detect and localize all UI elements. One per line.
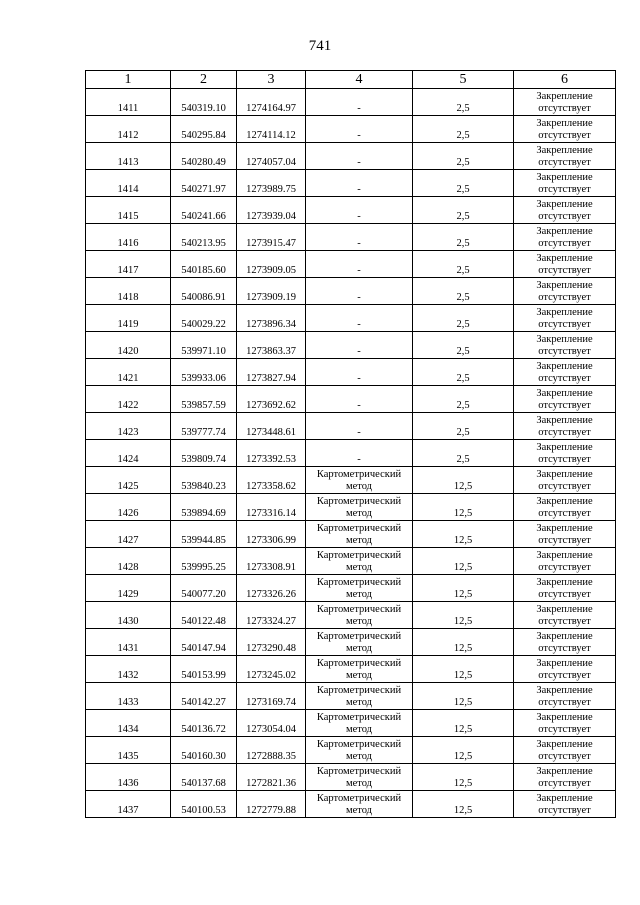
cell-point-number: 1415: [86, 197, 171, 224]
cell-coord-y: 1273989.75: [237, 170, 306, 197]
cell-coord-y: 1274057.04: [237, 143, 306, 170]
cell-coord-x: 540185.60: [171, 251, 237, 278]
table-row: [86, 737, 616, 764]
table-row: [86, 413, 616, 440]
cell-point-number: 1424: [86, 440, 171, 467]
cell-fixing-description: Закрепление отсутствует: [514, 494, 616, 521]
table-row: [86, 170, 616, 197]
table-row: [86, 764, 616, 791]
cell-coord-x: 539971.10: [171, 332, 237, 359]
cell-coord-y: 1273939.04: [237, 197, 306, 224]
cell-coord-x: 540086.91: [171, 278, 237, 305]
cell-fixing-description: Закрепление отсутствует: [514, 440, 616, 467]
cell-fixing-description: Закрепление отсутствует: [514, 413, 616, 440]
cell-method: Картометрический метод: [306, 602, 413, 629]
cell-coord-x: 540213.95: [171, 224, 237, 251]
cell-accuracy: 12,5: [413, 467, 514, 494]
cell-coord-y: 1273245.02: [237, 656, 306, 683]
cell-fixing-description: Закрепление отсутствует: [514, 548, 616, 575]
cell-method: Картометрический метод: [306, 656, 413, 683]
header-cell-4: 4: [306, 71, 413, 89]
cell-accuracy: 12,5: [413, 737, 514, 764]
cell-fixing-description: Закрепление отсутствует: [514, 170, 616, 197]
table-row: [86, 467, 616, 494]
cell-coord-y: 1273324.27: [237, 602, 306, 629]
cell-point-number: 1419: [86, 305, 171, 332]
cell-fixing-description: Закрепление отсутствует: [514, 683, 616, 710]
cell-fixing-description: Закрепление отсутствует: [514, 386, 616, 413]
table-row: [86, 575, 616, 602]
cell-point-number: 1423: [86, 413, 171, 440]
cell-coord-x: 539857.59: [171, 386, 237, 413]
cell-accuracy: 2,5: [413, 413, 514, 440]
cell-method: -: [306, 332, 413, 359]
table-row: [86, 305, 616, 332]
cell-fixing-description: Закрепление отсутствует: [514, 305, 616, 332]
table-row: [86, 629, 616, 656]
cell-point-number: 1429: [86, 575, 171, 602]
cell-point-number: 1426: [86, 494, 171, 521]
cell-accuracy: 2,5: [413, 386, 514, 413]
coordinates-table: [85, 70, 616, 818]
table-row: [86, 683, 616, 710]
cell-point-number: 1436: [86, 764, 171, 791]
cell-accuracy: 12,5: [413, 494, 514, 521]
cell-coord-x: 539840.23: [171, 467, 237, 494]
cell-point-number: 1417: [86, 251, 171, 278]
cell-method: -: [306, 251, 413, 278]
cell-method: -: [306, 197, 413, 224]
cell-coord-y: 1273909.05: [237, 251, 306, 278]
cell-fixing-description: Закрепление отсутствует: [514, 89, 616, 116]
cell-accuracy: 12,5: [413, 710, 514, 737]
cell-method: -: [306, 170, 413, 197]
cell-fixing-description: Закрепление отсутствует: [514, 629, 616, 656]
cell-coord-x: 539995.25: [171, 548, 237, 575]
cell-coord-x: 540029.22: [171, 305, 237, 332]
cell-fixing-description: Закрепление отсутствует: [514, 251, 616, 278]
cell-point-number: 1434: [86, 710, 171, 737]
cell-coord-x: 540137.68: [171, 764, 237, 791]
cell-method: -: [306, 89, 413, 116]
header-cell-1: 1: [86, 71, 171, 89]
cell-coord-y: 1273358.62: [237, 467, 306, 494]
cell-accuracy: 2,5: [413, 170, 514, 197]
table-body: [86, 71, 616, 818]
cell-coord-y: 1273896.34: [237, 305, 306, 332]
table-row: [86, 602, 616, 629]
cell-method: -: [306, 413, 413, 440]
cell-accuracy: 12,5: [413, 629, 514, 656]
cell-coord-y: 1273308.91: [237, 548, 306, 575]
cell-fixing-description: Закрепление отсутствует: [514, 332, 616, 359]
cell-fixing-description: Закрепление отсутствует: [514, 602, 616, 629]
table-row: [86, 440, 616, 467]
table-row: [86, 116, 616, 143]
cell-coord-y: 1273915.47: [237, 224, 306, 251]
cell-point-number: 1420: [86, 332, 171, 359]
cell-method: Картометрический метод: [306, 764, 413, 791]
cell-fixing-description: Закрепление отсутствует: [514, 791, 616, 818]
page-number: 741: [308, 38, 332, 54]
cell-coord-y: 1273316.14: [237, 494, 306, 521]
cell-method: -: [306, 116, 413, 143]
cell-method: Картометрический метод: [306, 710, 413, 737]
cell-coord-x: 540136.72: [171, 710, 237, 737]
cell-coord-x: 540319.10: [171, 89, 237, 116]
cell-point-number: 1431: [86, 629, 171, 656]
cell-coord-y: 1273448.61: [237, 413, 306, 440]
cell-accuracy: 2,5: [413, 224, 514, 251]
cell-accuracy: 2,5: [413, 278, 514, 305]
table-row: [86, 494, 616, 521]
cell-accuracy: 2,5: [413, 197, 514, 224]
table-row: [86, 521, 616, 548]
cell-coord-x: 540122.48: [171, 602, 237, 629]
table-row: [86, 197, 616, 224]
header-cell-6: 6: [514, 71, 616, 89]
cell-point-number: 1416: [86, 224, 171, 251]
cell-coord-x: 539777.74: [171, 413, 237, 440]
cell-fixing-description: Закрепление отсутствует: [514, 710, 616, 737]
cell-point-number: 1414: [86, 170, 171, 197]
table-row: [86, 251, 616, 278]
table-row: [86, 332, 616, 359]
cell-accuracy: 12,5: [413, 791, 514, 818]
cell-method: Картометрический метод: [306, 737, 413, 764]
cell-method: Картометрический метод: [306, 575, 413, 602]
cell-method: Картометрический метод: [306, 791, 413, 818]
cell-coord-x: 540271.97: [171, 170, 237, 197]
cell-accuracy: 2,5: [413, 440, 514, 467]
cell-coord-y: 1274164.97: [237, 89, 306, 116]
cell-fixing-description: Закрепление отсутствует: [514, 224, 616, 251]
cell-accuracy: 12,5: [413, 764, 514, 791]
cell-accuracy: 12,5: [413, 548, 514, 575]
cell-coord-y: 1273326.26: [237, 575, 306, 602]
cell-point-number: 1421: [86, 359, 171, 386]
cell-accuracy: 12,5: [413, 575, 514, 602]
cell-method: -: [306, 440, 413, 467]
cell-accuracy: 2,5: [413, 143, 514, 170]
cell-method: Картометрический метод: [306, 548, 413, 575]
cell-coord-x: 540142.27: [171, 683, 237, 710]
cell-accuracy: 2,5: [413, 251, 514, 278]
cell-point-number: 1411: [86, 89, 171, 116]
table-row: [86, 386, 616, 413]
cell-coord-y: 1272888.35: [237, 737, 306, 764]
table-header-row: [86, 71, 616, 89]
cell-accuracy: 2,5: [413, 89, 514, 116]
cell-coord-x: 539809.74: [171, 440, 237, 467]
cell-point-number: 1413: [86, 143, 171, 170]
header-cell-3: 3: [237, 71, 306, 89]
cell-point-number: 1433: [86, 683, 171, 710]
cell-coord-x: 540280.49: [171, 143, 237, 170]
cell-point-number: 1412: [86, 116, 171, 143]
cell-method: Картометрический метод: [306, 683, 413, 710]
table-row: [86, 656, 616, 683]
cell-accuracy: 2,5: [413, 359, 514, 386]
cell-coord-x: 539944.85: [171, 521, 237, 548]
cell-point-number: 1428: [86, 548, 171, 575]
cell-point-number: 1430: [86, 602, 171, 629]
cell-fixing-description: Закрепление отсутствует: [514, 521, 616, 548]
cell-method: Картометрический метод: [306, 521, 413, 548]
table-row: [86, 710, 616, 737]
cell-accuracy: 12,5: [413, 602, 514, 629]
table-row: [86, 224, 616, 251]
table-row: [86, 359, 616, 386]
cell-coord-y: 1272779.88: [237, 791, 306, 818]
cell-accuracy: 12,5: [413, 656, 514, 683]
cell-method: Картометрический метод: [306, 629, 413, 656]
table-row: [86, 791, 616, 818]
cell-point-number: 1437: [86, 791, 171, 818]
cell-coord-y: 1273827.94: [237, 359, 306, 386]
cell-fixing-description: Закрепление отсутствует: [514, 467, 616, 494]
cell-accuracy: 2,5: [413, 305, 514, 332]
cell-coord-x: 540153.99: [171, 656, 237, 683]
cell-method: -: [306, 143, 413, 170]
cell-method: Картометрический метод: [306, 467, 413, 494]
cell-point-number: 1432: [86, 656, 171, 683]
cell-point-number: 1435: [86, 737, 171, 764]
cell-accuracy: 12,5: [413, 683, 514, 710]
cell-coord-y: 1273909.19: [237, 278, 306, 305]
cell-fixing-description: Закрепление отсутствует: [514, 359, 616, 386]
cell-fixing-description: Закрепление отсутствует: [514, 278, 616, 305]
cell-fixing-description: Закрепление отсутствует: [514, 656, 616, 683]
cell-method: -: [306, 386, 413, 413]
cell-accuracy: 2,5: [413, 116, 514, 143]
cell-accuracy: 2,5: [413, 332, 514, 359]
table-row: [86, 89, 616, 116]
cell-coord-y: 1273692.62: [237, 386, 306, 413]
cell-coord-y: 1272821.36: [237, 764, 306, 791]
cell-coord-y: 1273054.04: [237, 710, 306, 737]
cell-fixing-description: Закрепление отсутствует: [514, 737, 616, 764]
cell-coord-y: 1273169.74: [237, 683, 306, 710]
cell-coord-x: 540100.53: [171, 791, 237, 818]
cell-method: -: [306, 305, 413, 332]
table-row: [86, 143, 616, 170]
header-cell-2: 2: [171, 71, 237, 89]
cell-fixing-description: Закрепление отсутствует: [514, 764, 616, 791]
cell-point-number: 1418: [86, 278, 171, 305]
cell-point-number: 1425: [86, 467, 171, 494]
cell-method: -: [306, 359, 413, 386]
cell-method: Картометрический метод: [306, 494, 413, 521]
cell-point-number: 1427: [86, 521, 171, 548]
cell-coord-x: 540241.66: [171, 197, 237, 224]
cell-method: -: [306, 278, 413, 305]
cell-coord-y: 1273290.48: [237, 629, 306, 656]
cell-coord-y: 1274114.12: [237, 116, 306, 143]
cell-fixing-description: Закрепление отсутствует: [514, 116, 616, 143]
cell-coord-x: 540077.20: [171, 575, 237, 602]
cell-coord-y: 1273306.99: [237, 521, 306, 548]
cell-coord-x: 540160.30: [171, 737, 237, 764]
cell-coord-x: 539933.06: [171, 359, 237, 386]
cell-accuracy: 12,5: [413, 521, 514, 548]
cell-coord-x: 540295.84: [171, 116, 237, 143]
cell-fixing-description: Закрепление отсутствует: [514, 143, 616, 170]
cell-method: -: [306, 224, 413, 251]
header-cell-5: 5: [413, 71, 514, 89]
cell-coord-y: 1273863.37: [237, 332, 306, 359]
table-row: [86, 548, 616, 575]
table-row: [86, 278, 616, 305]
cell-fixing-description: Закрепление отсутствует: [514, 575, 616, 602]
cell-coord-y: 1273392.53: [237, 440, 306, 467]
cell-fixing-description: Закрепление отсутствует: [514, 197, 616, 224]
cell-coord-x: 540147.94: [171, 629, 237, 656]
cell-coord-x: 539894.69: [171, 494, 237, 521]
cell-point-number: 1422: [86, 386, 171, 413]
